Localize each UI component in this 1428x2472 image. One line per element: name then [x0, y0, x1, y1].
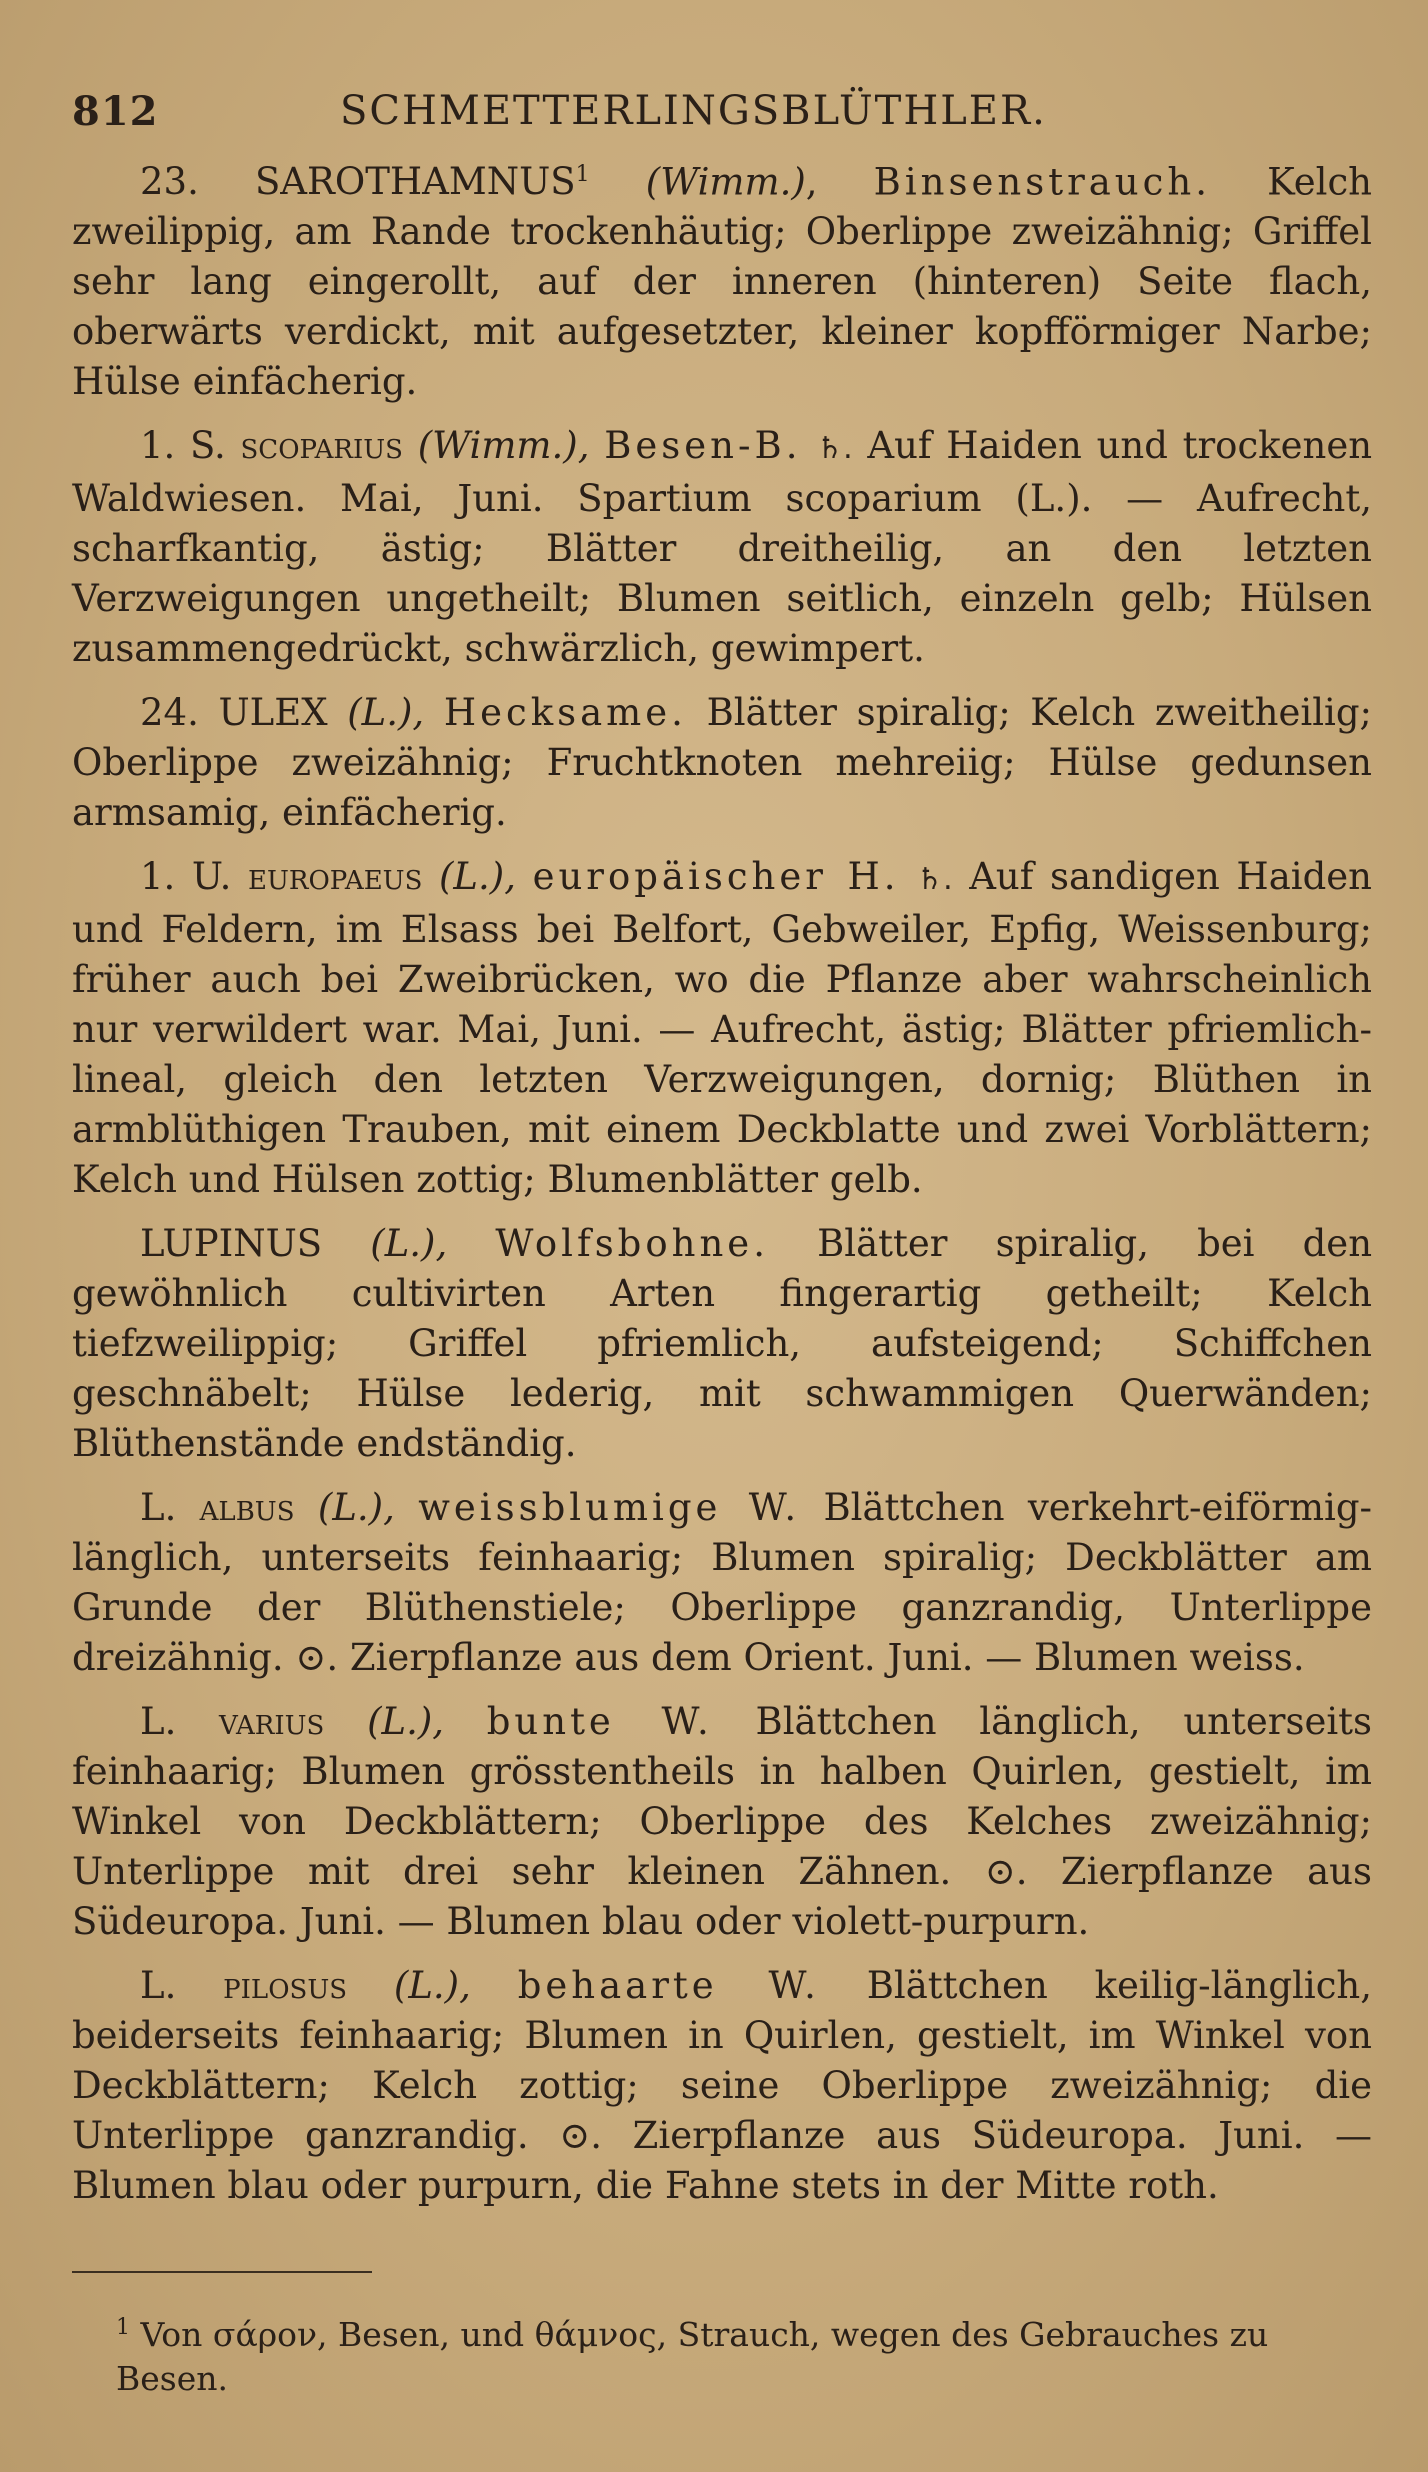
entry-common-name: weissblumige W.	[418, 1486, 801, 1530]
entry-description: Blätter spiralig; Kelch zweitheilig; Oberlippe zweizähnig; Fruchtknoten mehreiig; Hülse gedunsen armsamig, einfächerig.	[72, 691, 1373, 835]
species-entry-pilosus	[72, 1961, 1372, 2211]
footnote-mark: 1	[116, 2315, 130, 2341]
genus-entry-lupinus	[72, 1219, 1372, 1469]
running-head: SCHMETTERLINGSBLÜTHLER.	[340, 88, 1047, 134]
entry-heading: 23. SAROTHAMNUS	[140, 160, 576, 204]
entry-common-name: Hecksame.	[443, 691, 687, 735]
entry-heading: LUPINUS	[140, 1222, 323, 1266]
entry-description: Auf Haiden und trockenen Waldwiesen. Mai, Juni. Spartium scoparium (L.). — Aufrecht, scharfkantig, ästig; Blätter dreitheilig, an den letzten Verzweigungen ungetheilt; Blumen seitlich, einzeln gelb; Hülsen zusammengedrückt, schwärzlich, gewimpert.	[72, 424, 1373, 671]
entry-description: Auf sandigen Haiden und Feldern, im Elsass bei Belfort, Gebweiler, Epfig, Weissenburg; früher auch bei Zweibrücken, wo die Pflanze aber wahrscheinlich nur verwildert war. Mai, Juni. — Aufrecht, ästig; Blätter pfriemlich-lineal, gleich den letzten Verzweigungen, dornig; Blüthen in armblüthigen Trauben, mit einem Deckblatte und zwei Vorblättern; Kelch und Hülsen zottig; Blumenblätter gelb.	[72, 855, 1372, 1202]
entry-description: Blättchen länglich, unterseits feinhaarig; Blumen grösstentheils in halben Quirlen, gestielt, im Winkel von Deckblättern; Oberlippe des Kelches zweizähnig; Unterlippe mit drei sehr kleinen Zähnen. ⊙. Zierpflanze aus Südeuropa. Juni. — Blumen blau oder violett-purpurn.	[72, 1700, 1373, 1944]
entry-description: Blättchen verkehrt-eiförmig-länglich, unterseits feinhaarig; Blumen spiralig; Deckblätter am Grunde der Blüthenstiele; Oberlippe ganzrandig, Unterlippe dreizähnig. ⊙. Zierpflanze aus dem Orient. Juni. — Blumen weiss.	[72, 1486, 1373, 1680]
book-page	[72, 70, 1372, 2434]
entry-authority: (L.),	[347, 691, 425, 735]
entry-heading: L. albus	[140, 1486, 295, 1530]
entry-common-name: behaarte W.	[517, 1964, 820, 2008]
footnote-divider	[72, 2271, 372, 2273]
entry-description: Blättchen keilig-länglich, beiderseits feinhaarig; Blumen in Quirlen, gestielt, im Winkel von Deckblättern; Kelch zottig; seine Oberlippe zweizähnig; die Unterlippe ganzrandig. ⊙. Zierpflanze aus Südeuropa. Juni. — Blumen blau oder purpurn, die Fahne stets in der Mitte roth.	[72, 1964, 1373, 2208]
shrub-symbol-icon: ♄.	[916, 862, 953, 898]
entry-authority: (L.),	[393, 1964, 471, 2008]
entry-common-name: Wolfsbohne.	[495, 1222, 769, 1266]
entry-description: Kelch zweilippig, am Rande trockenhäutig; Oberlippe zweizähnig; Griffel sehr lang eingerollt, auf der inneren (hinteren) Seite flach, oberwärts verdickt, mit aufgesetzter, kleiner kopfförmiger Narbe; Hülse einfächerig.	[72, 160, 1372, 404]
entry-heading: 1. S. scoparius	[140, 424, 403, 468]
species-entry-europaeus	[72, 852, 1372, 1205]
entry-heading: 1. U. europaeus	[140, 855, 423, 899]
footnote	[72, 2306, 1372, 2401]
entry-common-name: Besen-B.	[604, 424, 802, 468]
entry-common-name: europäischer H.	[532, 855, 900, 899]
species-entry-albus	[72, 1483, 1372, 1683]
footnote-text: Von σάρον, Besen, und θάμνος, Strauch, wegen des Gebrauches zu Besen.	[116, 2315, 1269, 2399]
species-entry-scoparius	[72, 421, 1372, 674]
entry-authority: (Wimm.)	[645, 160, 806, 204]
entry-authority: (L.),	[370, 1222, 448, 1266]
page-header	[72, 70, 1372, 150]
genus-entry-sarothamnus: 23. SAROTHAMNUS$^1$ (Wimm.), Binsenstrauch. Kelch zweilippig, am Rande trockenhäutig; Oberlippe zweizähnig; Griffel sehr lang eingerollt, auf der inneren (hinteren) Seite flach, oberwärts verdickt, mit aufgesetzter, kleiner kopfförmiger Narbe; Hülse einfächerig.	[72, 160, 1372, 404]
entry-heading: 24. ULEX	[140, 691, 328, 735]
entry-common-name: Binsenstrauch.	[873, 160, 1211, 204]
entry-common-name: bunte W.	[486, 1700, 713, 1744]
footnote-ref: 1	[575, 162, 590, 187]
entry-heading: L. pilosus	[140, 1964, 348, 2008]
shrub-symbol-icon: ♄.	[816, 431, 853, 467]
entry-authority: (L.),	[439, 855, 516, 899]
entry-description: Blätter spiralig, bei den gewöhnlich cultivirten Arten fingerartig getheilt; Kelch tiefzweilippig; Griffel pfriemlich, aufsteigend; Schiffchen geschnäbelt; Hülse lederig, mit schwammigen Querwänden; Blüthenstände endständig.	[72, 1222, 1373, 1466]
species-entry-varius	[72, 1697, 1372, 1947]
entry-heading: L. varius	[140, 1700, 325, 1744]
entry-authority: (L.),	[317, 1486, 395, 1530]
entry-authority: (Wimm.),	[417, 424, 590, 468]
genus-entry-ulex	[72, 688, 1372, 838]
entry-authority: (L.),	[367, 1700, 445, 1744]
page-number: 812	[72, 88, 159, 135]
